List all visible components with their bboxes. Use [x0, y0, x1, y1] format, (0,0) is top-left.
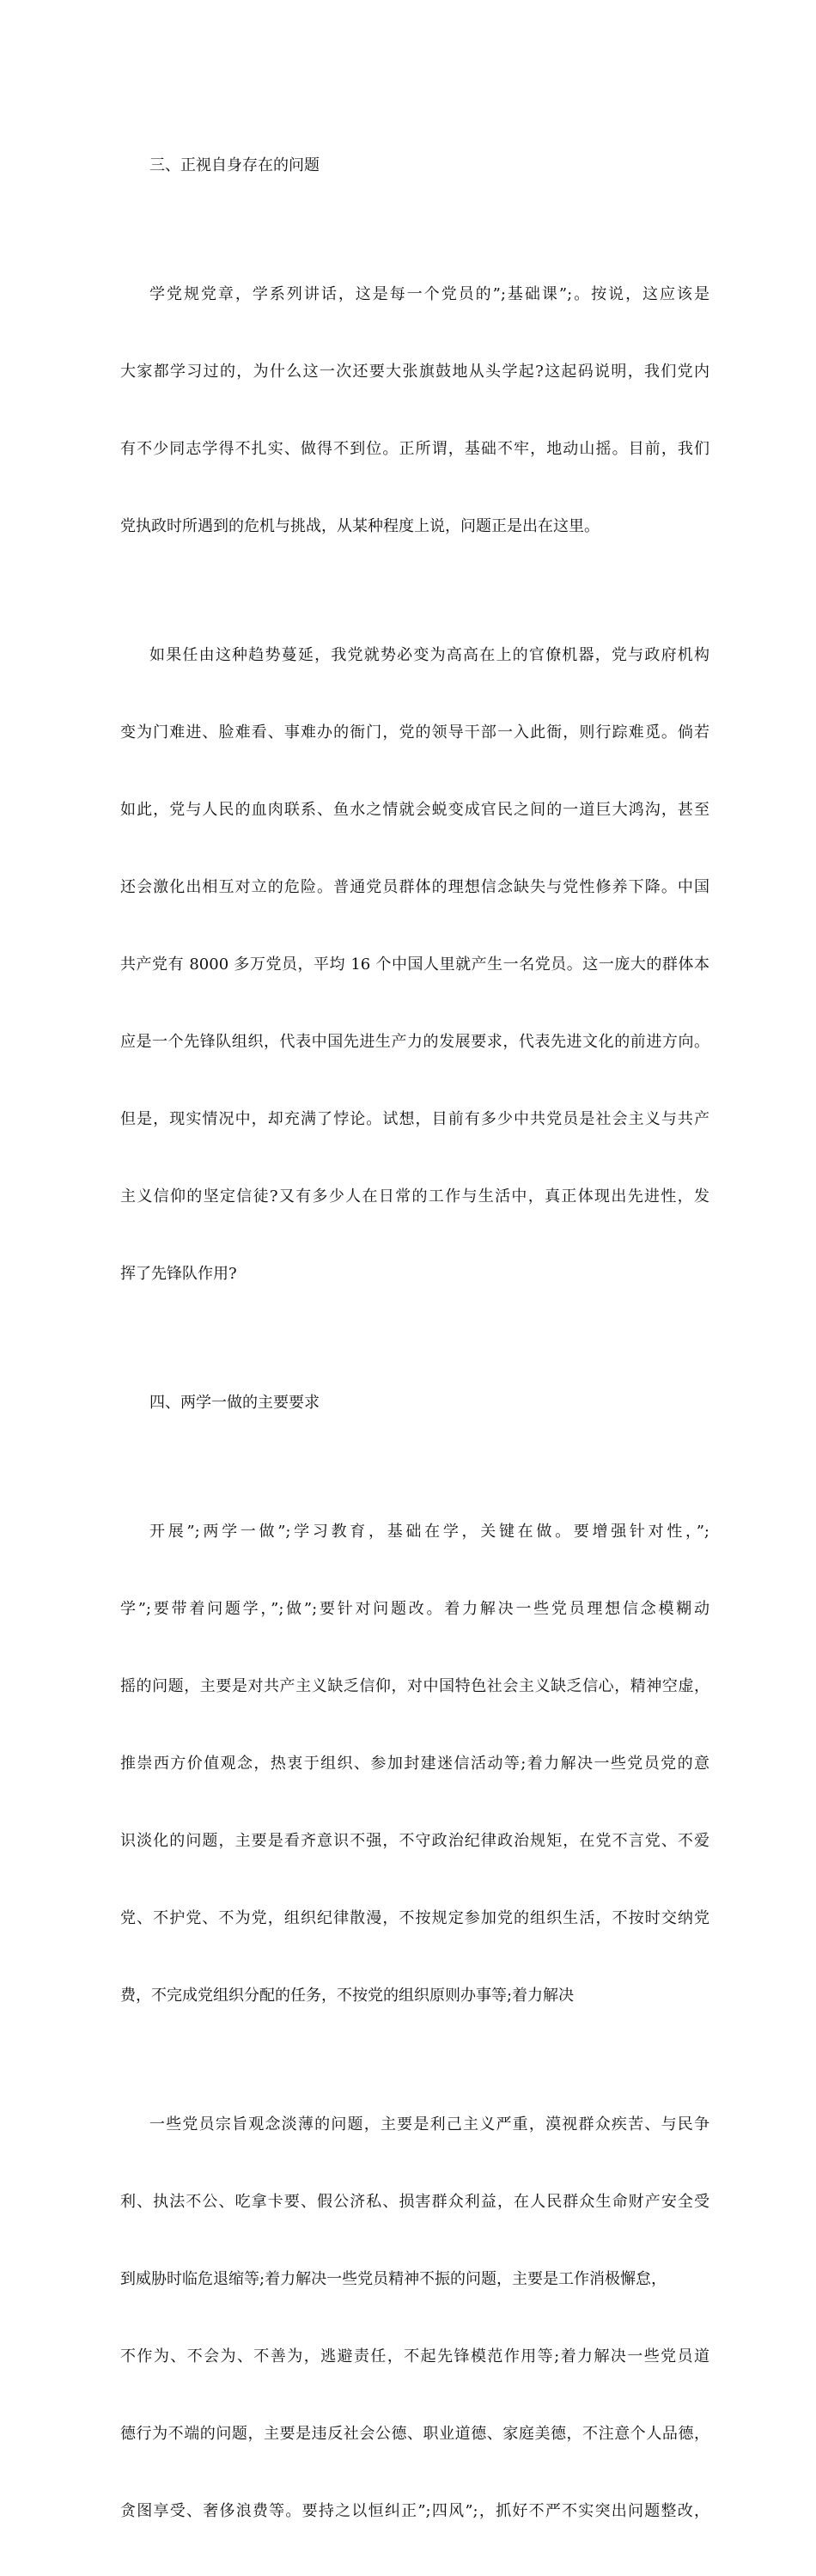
text-line: 党执政时所遇到的危机与挑战，从某种程度上说，问题正是出在这里。 [120, 517, 600, 535]
text-line: 挥了先锋队作用? [120, 1265, 237, 1283]
text-line: 但是，现实情况中，却充满了悖论。试想，目前有多少中共党员是社会主义与共产 [120, 1110, 709, 1128]
text-line: 三、正视自身存在的问题 [149, 156, 320, 174]
text-line: 变为门难进、脸难看、事难办的衙门，党的领导干部一入此衙，则行踪难觅。倘若 [120, 723, 709, 742]
paragraph-3 [120, 1468, 709, 2060]
document-page [120, 101, 709, 2576]
text-line: 共产党有 8000 多万党员，平均 16 个中国人里就产生一名党员。这一庞大的群体本 [120, 955, 709, 974]
text-line: 识淡化的问题，主要是看齐意识不强，不守政治纪律政治规矩，在党不言党、不爱 [120, 1832, 709, 1850]
paragraph-1 [120, 230, 709, 591]
text-line: 德行为不端的问题，主要是违反社会公德、职业道德、家庭美德，不注意个人品德， [120, 2425, 709, 2443]
section-heading-3 [120, 101, 709, 230]
text-line: 费，不完成党组织分配的任务，不按党的组织原则办事等;着力解决 [120, 1987, 575, 2005]
text-line: 大家都学习过的，为什么这一次还要大张旗鼓地从头学起?这起码说明，我们党内 [120, 363, 709, 381]
text-line: 有不少同志学得不扎实、做得不到位。正所谓，基础不牢，地动山摇。目前，我们 [120, 440, 709, 458]
text-line: 学”;要带着问题学，”;做”;要针对问题改。着力解决一些党员理想信念模糊动 [120, 1600, 709, 1618]
text-line: 利、执法不公、吃拿卡要、假公济私、损害群众利益，在人民群众生命财产安全受 [120, 2193, 709, 2211]
text-line: 推崇西方价值观念，热衷于组织、参加封建迷信活动等;着力解决一些党员党的意 [120, 1755, 709, 1773]
text-line: 党、不护党、不为党，组织纪律散漫，不按规定参加党的组织生活，不按时交纳党 [120, 1909, 709, 1927]
text-line: 一些党员宗旨观念淡薄的问题，主要是利己主义严重，漠视群众疾苦、与民争 [149, 2115, 709, 2133]
paragraph-2 [120, 591, 709, 1339]
text-line: 开展”;两学一做”;学习教育，基础在学，关键在做。要增强针对性，”; [149, 1523, 709, 1541]
text-line: 摇的问题，主要是对共产主义缺乏信仰，对中国特色社会主义缺乏信心，精神空虚， [120, 1677, 709, 1695]
text-line: 贪图享受、奢侈浪费等。要持之以恒纠正”;四风”;，抓好不严不实突出问题整改， [120, 2502, 709, 2520]
paragraph-4 [120, 2060, 709, 2576]
text-line: 不作为、不会为、不善为，逃避责任，不起先锋模范作用等;着力解决一些党员道 [120, 2347, 709, 2365]
text-line: 学党规党章，学系列讲话，这是每一个党员的”;基础课”;。按说，这应该是 [149, 285, 709, 303]
text-line: 如果任由这种趋势蔓延，我党就势必变为高高在上的官僚机器，党与政府机构 [149, 646, 709, 664]
text-line: 应是一个先锋队组织，代表中国先进生产力的发展要求，代表先进文化的前进方向。 [120, 1033, 709, 1051]
section-heading-4 [120, 1339, 709, 1468]
text-line: 四、两学一做的主要要求 [149, 1394, 320, 1412]
text-line: 如此，党与人民的血肉联系、鱼水之情就会蜕变成官民之间的一道巨大鸿沟，甚至 [120, 801, 709, 819]
text-line: 到威胁时临危退缩等;着力解决一些党员精神不振的问题，主要是工作消极懈怠， [120, 2270, 667, 2288]
text-line: 主义信仰的坚定信徒?又有多少人在日常的工作与生活中，真正体现出先进性，发 [120, 1187, 709, 1206]
text-line: 还会激化出相互对立的危险。普通党员群体的理想信念缺失与党性修养下降。中国 [120, 878, 709, 896]
